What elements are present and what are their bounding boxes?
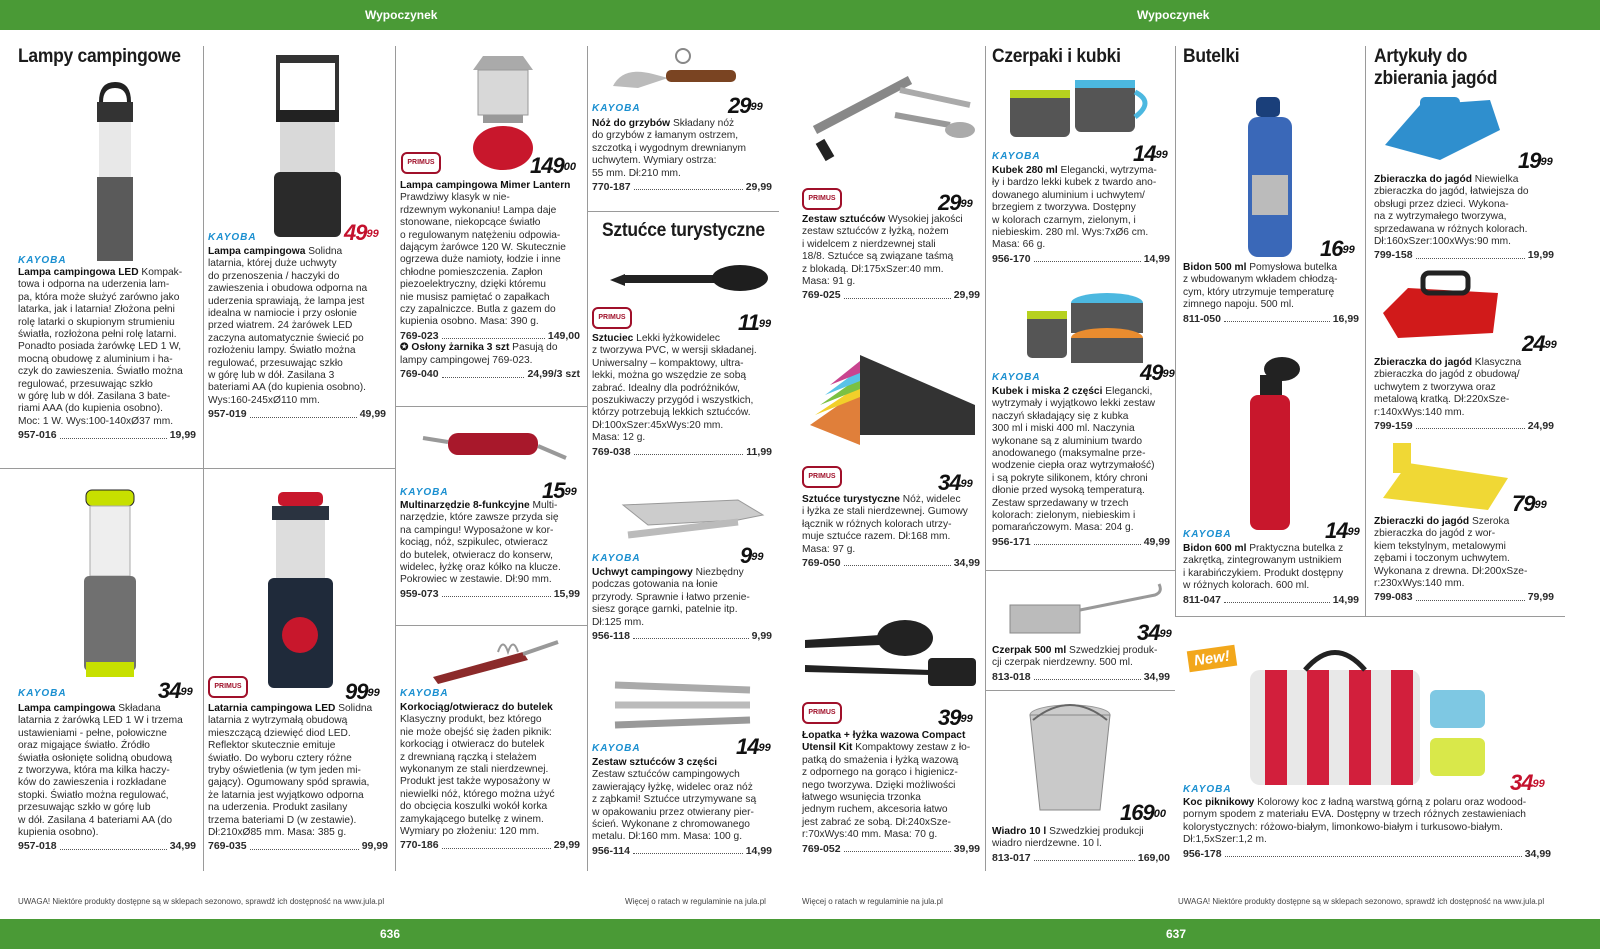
product-811-050 (1183, 262, 1359, 325)
product-code: 956-114 (592, 844, 630, 857)
product-name: Łopatka + łyżka wazowa Compact Utensil Kit (802, 730, 966, 754)
price-big: 14 (1133, 141, 1156, 166)
page-number: 636 (380, 927, 401, 941)
product-price: 15,99 (553, 587, 580, 600)
bullet-icon: ✪ (400, 342, 409, 354)
price-small: 99 (564, 486, 577, 498)
product-price: 19,99 (1527, 249, 1554, 262)
product-813-017 (992, 826, 1170, 864)
product-price: 9,99 (751, 630, 772, 643)
product-code: 770-187 (592, 181, 631, 194)
product-name: Koc piknikowy (1183, 797, 1255, 808)
product-price: 79,99 (1527, 591, 1554, 604)
product-price: 39,99 (953, 842, 980, 855)
price-small: 99 (1540, 156, 1553, 168)
product-description: Elegancki, wytrzymały i wyjątkowo lekki zestaw naczyń składający się z kubka 300 ml i miski 400 ml. Naczynia wykonane są z aluminium twardo anodowanego (maksymalne prze- wodzenie ciepła oraz wytrzymałość) i są pokryte silikonem, który chroni dłonie przed wysoką temperaturą. Zestaw sprzedawany w trzech kolorach: zielonym, niebieskim i pomarańczowym. Masa: 204 g. (992, 386, 1156, 534)
price-tag (1325, 520, 1360, 542)
product-770-186 (400, 702, 580, 852)
price-big: 34 (158, 678, 181, 703)
product-769-038 (592, 333, 772, 458)
price-big: 16 (1320, 236, 1343, 261)
product-name: Korkociąg/otwieracz do butelek (400, 702, 553, 713)
product-code: 957-018 (18, 840, 57, 853)
lantern-image (70, 482, 150, 682)
product-description: Klasyczny produkt, bez którego nie może obejść się żaden piknik: korkociąg i otwieracz do butelek z drewnianą rączką i stelażem wykonanym ze stali nierdzewnej. Produkt jest także wyposażony w niewielki nóż, którego można użyć do obcięcia koszulki wokół korka zamykającego butelkę z winem. Wymiary po złożeniu: 120 mm. (400, 714, 555, 838)
brand-logo: PRIMUS (592, 307, 632, 329)
heading-butelki: Butelki (1183, 46, 1240, 67)
product-price: 14,99 (1143, 252, 1170, 265)
brand-logo: KAYOBA (592, 743, 641, 754)
product-name: Kubek 280 ml (992, 165, 1058, 176)
section-title: Wypoczynek (1137, 8, 1210, 22)
product-description: Solidna latarnia z wytrzymałą obudową mieszczącą dziewięć diod LED. Reflektor skutecznie emituje światło. Do wyboru cztery różne tryby oświetlenia (w tym jeden mi- gający). Ogumowany spód sprawia, że latarnia jest wyjątkowo odporna na uderzenia. Produkt zasilany trzema bateriami D (w zestawie). Dł:210xØ85 mm. Masa: 385 g. (208, 703, 373, 839)
product-code: 957-016 (18, 429, 57, 442)
product-code: 956-171 (992, 535, 1031, 548)
product-description: Szeroka zbieraczka do jagód z wor- kiem tekstylnym, metalowymi zębami i toczonym uchwytem. Wykonana z drewna. Dł:200xSze- r:230xWys:140 mm. (1374, 516, 1528, 590)
right-page (800, 0, 1600, 949)
divider (203, 46, 204, 871)
product-description: Kolorowy koc z ładną warstwą górną z polaru oraz wodood- pornym spodem z materiału EVA. Dostępny w trzech różnych zestawieniach kolorystycznych: różowo-białym, limonkowo-białym i turkusowo-białym. Dł:1,5xSzer:1,2 m. (1183, 797, 1527, 846)
cutlery-image (800, 60, 980, 170)
product-769-035 (208, 703, 388, 853)
product-769-025 (802, 214, 980, 302)
product-name: Uchwyt campingowy (592, 567, 693, 578)
price-tag (1510, 772, 1545, 794)
product-description: Elegancki, wytrzyma- ły i bardzo lekki kubek z twardo ano- dowanego aluminium i uchwytem/ brzegiem z tworzywa. Dostępny w kolorach czarnym, zielonym, i niebieskim. 280 ml. Wys:7xØ6 cm. Masa: 66 g. (992, 165, 1157, 251)
footer-bar (0, 919, 800, 949)
price-tag (740, 545, 764, 567)
berry-picker-image (1378, 268, 1508, 343)
cutlery-set-image (610, 660, 770, 740)
brand-logo: KAYOBA (18, 688, 67, 699)
mug-bowl-image (1022, 283, 1147, 368)
price-tag (1133, 143, 1168, 165)
price-small: 99 (758, 318, 772, 330)
price-tag (1320, 238, 1355, 260)
price-big: 39 (938, 705, 961, 730)
product-price: 99,99 (361, 840, 388, 853)
brand-logo: KAYOBA (400, 487, 449, 498)
product-code: 769-025 (802, 289, 841, 302)
product-price: 16,99 (1332, 312, 1359, 325)
product-code: 770-186 (400, 839, 439, 852)
price-big: 149 (530, 153, 564, 178)
price-tag (344, 222, 379, 244)
price-small: 99 (1544, 339, 1557, 351)
price-big: 49 (1140, 360, 1163, 385)
product-799-083 (1374, 516, 1554, 604)
product-description: Niewielka zbieraczka do jagód, łatwiejsza do obsługi przez dzieci. Wykona- na z wytrzymałego tworzywa, sprzedawana w różnych kolorach. Dł:160xSzer:100xWys:90 mm. (1374, 174, 1529, 248)
price-small: 00 (1153, 808, 1166, 820)
product-name: Latarnia campingowa LED (208, 703, 336, 714)
product-name: Nóż do grzybów (592, 118, 671, 129)
product-770-187 (592, 118, 772, 193)
product-code: 769-023 (400, 329, 439, 342)
product-769-023 (400, 180, 580, 381)
price-big: 19 (1518, 148, 1541, 173)
corkscrew-image (428, 632, 568, 692)
price-big: 99 (345, 679, 368, 704)
product-name: Bidon 500 ml (1183, 262, 1247, 273)
brand-logo: PRIMUS (208, 676, 248, 698)
product-description: Kompaktowy zestaw z ło- patką do smażenia i łyżką wazową z odpornego na gorąco i higienicz- nego tworzywa. Dzięki możliwości łatwego wsunięcia trzonka jednym ruchem, akcesoria łatwo jest zabrać ze sobą. Dł:240xSze- r:70xWys:40 mm. Masa: 70 g. (802, 742, 971, 841)
product-code: 956-170 (992, 252, 1031, 265)
product-799-159 (1374, 357, 1554, 432)
section-title: Wypoczynek (365, 8, 438, 22)
product-956-118 (592, 567, 772, 642)
price-tag (938, 472, 973, 494)
product-description: Nóż, widelec i łyżka ze stali nierdzewnej. Gumowy łącznik w różnych kolorach utrzy- muje sztućce razem. Dł:168 mm. Masa: 97 g. (802, 494, 968, 555)
product-code: 769-050 (802, 557, 841, 570)
product-name: Czerpak 500 ml (992, 645, 1067, 656)
product-code: 813-018 (992, 670, 1031, 683)
price-small: 99 (1532, 778, 1545, 790)
price-tag (938, 192, 973, 214)
product-price: 29,99 (745, 181, 772, 194)
berry-picker-image (1378, 438, 1513, 513)
price-big: 34 (1510, 770, 1533, 795)
cutlery-colors-image (800, 335, 980, 450)
product-769-052 (802, 730, 980, 855)
pot-gripper-image (618, 490, 768, 550)
price-tag (1512, 493, 1547, 515)
price-big: 49 (344, 220, 367, 245)
price-big: 14 (1325, 518, 1348, 543)
divider (587, 211, 779, 212)
product-description: Szwedzkiej produk- cji czerpak nierdzewny. 500 ml. (992, 645, 1158, 669)
product-811-047 (1183, 543, 1359, 606)
product-code: 769-040 (400, 368, 439, 381)
product-price: 34,99 (169, 840, 196, 853)
product-959-073 (400, 500, 580, 600)
product-description: Szwedzkiej produkcji wiadro nierdzewne. 10 l. (992, 826, 1144, 850)
price-small: 99 (960, 713, 973, 725)
product-price: 34,99 (1143, 670, 1170, 683)
product-price: 19,99 (169, 429, 196, 442)
product-956-171 (992, 386, 1170, 548)
bottle-image (1240, 95, 1300, 260)
brand-logo: PRIMUS (802, 188, 842, 210)
brand-logo: KAYOBA (592, 103, 641, 114)
footnote: Więcej o ratach w regulaminie na jula.pl (802, 897, 943, 906)
footnote: UWAGA! Niektóre produkty dostępne są w sklepach sezonowo, sprawdź ich dostępność na www.jula.pl (18, 897, 385, 906)
divider (395, 406, 587, 407)
product-name: Wiadro 10 l (992, 826, 1047, 837)
price-tag (158, 680, 193, 702)
heading-jagody: Artykuły do zbierania jagód (1374, 46, 1498, 89)
product-name: Lampa campingowa LED (18, 267, 139, 278)
product-price: 49,99 (359, 408, 386, 421)
product-name: Multinarzędzie 8-funkcyjne (400, 500, 530, 511)
product-price: 34,99 (953, 557, 980, 570)
price-tag (1518, 150, 1553, 172)
product-name: Kubek i miska 2 części (992, 386, 1103, 397)
picnic-blanket-image (1245, 630, 1505, 790)
brand-logo: PRIMUS (401, 152, 441, 174)
product-description: Lekki łyżkowidelec z tworzywa PVC, w wersji składanej. Uniwersalny – kompaktowy, ultra- lekki, można go wszędzie ze sobą zabrać. Idealny dla podróżników, poszukiwaczy przygód i wszystkich, którzy potrzebują lekkich sztućców. Dł:100xSzer:45xWys:20 mm. Masa: 12 g. (592, 333, 757, 444)
product-957-018 (18, 703, 196, 853)
product-price: 49,99 (1143, 535, 1170, 548)
berry-picker-image (1380, 95, 1510, 165)
brand-logo: KAYOBA (208, 232, 257, 243)
product-description: Multi- narzędzie, które zawsze przyda się na campingu! Wyposażone w kor- kociąg, nóż, szpikulec, otwieracz do butelek, otwieracz do konserw, widelec, łyżkę oraz kółko na klucze. Pokrowiec w zestawie. Dł:90 mm. (400, 500, 561, 586)
product-code: 769-035 (208, 840, 247, 853)
product-description: Pomysłowa butelka z wbudowanym wkładem chłodzą- cym, który utrzymuje temperaturę zimnego napoju. 500 ml. (1183, 262, 1338, 311)
product-description: Wysokiej jakości zestaw sztućców z łyżką, nożem i widelcem z nierdzewnej stali 18/8. Sztućce są związane taśmą z blokadą. Dł:175xSzer:40 mm. Masa: 91 g. (802, 214, 963, 288)
heading-czerpaki: Czerpaki i kubki (992, 46, 1121, 67)
product-code: 813-017 (992, 851, 1031, 864)
price-big: 14 (736, 734, 759, 759)
product-price: 169,00 (1137, 851, 1170, 864)
product-price: 14,99 (745, 844, 772, 857)
product-name: Sztuciec (592, 333, 634, 344)
divider (1175, 46, 1176, 616)
divider (587, 46, 588, 871)
product-price: 29,99 (553, 839, 580, 852)
footnote: Więcej o ratach w regulaminie na jula.pl (625, 897, 766, 906)
price-big: 9 (740, 543, 752, 568)
product-name: Bidon 600 ml (1183, 543, 1247, 554)
utensil-kit-image (800, 610, 980, 690)
price-small: 99 (1159, 628, 1172, 640)
price-small: 99 (960, 198, 973, 210)
divider (0, 468, 395, 469)
brand-logo: KAYOBA (18, 255, 67, 266)
lantern-image (258, 490, 343, 695)
product-code: 956-178 (1183, 847, 1222, 860)
product-code: 957-019 (208, 408, 247, 421)
price-small: 99 (1347, 526, 1360, 538)
product-code: 959-073 (400, 587, 439, 600)
product-name: Zestaw sztućców (802, 214, 886, 225)
price-small: 99 (758, 742, 771, 754)
product-name: Lampa campingowa (208, 246, 306, 257)
price-tag (738, 312, 771, 334)
header-bar (800, 0, 1600, 30)
price-small: 00 (563, 161, 576, 173)
brand-logo: KAYOBA (1183, 784, 1232, 795)
price-tag (1137, 622, 1172, 644)
product-price: 24,99 (1527, 420, 1554, 433)
product-769-050 (802, 494, 980, 569)
product-description: Solidna latarnia, której duże uchwyty do przenoszenia / haczyki do zawieszenia i obudowa odporna na uderzenia sprawiają, że lampa jest idealna w namiocie i przy osłonie przed wiatrem. 24 żarówek LED zaczyna automatycznie świecić po rozłożeniu lampy. Światło można regulować, przesuwając szkło w górę lub w dół. Zasilana 3 bateriami AA (do kupienia osobno). Wys:160-245xØ110 mm. (208, 246, 368, 406)
product-957-019 (208, 246, 386, 421)
divider (395, 46, 396, 871)
product-description: Prawdziwy klasyk w nie- rdzewnym wykonaniu! Lampa daje stonowane, niekopcące światło o regulowanym natężeniu odpowia- dającym żarówce 120 W. Skutecznie ogrzewa duże namioty, łodzie i inne chłodne pomieszczenia. Zapłon piezoelektryczny, dzięki któremu nie musisz pamiętać o zapałkach czy zapalniczce. Butla z gazem do kupienia osobno. Masa: 390 g. (400, 192, 566, 328)
lantern-image (85, 80, 145, 265)
heading-sztucce: Sztućce turystyczne (602, 220, 765, 241)
divider (985, 46, 986, 871)
brand-logo: KAYOBA (592, 553, 641, 564)
product-code: 956-118 (592, 630, 630, 643)
product-956-178 (1183, 797, 1551, 860)
product-description: Kompak- towa i odporna na uderzenia lam- pa, która może służyć zarówno jako latarka, jak i latarnia! Złożona pełni rolę latarki o skupionym strumieniu światła, rozłożona pełni rolę latarni. Ponadto posiada żarówkę LED 1 W, mocną obudowę z aluminium i ha- czyk do zawieszenia. Światło można regulować, przesuwając szkło w górę lub w dół. Zasilana 3 bate- riami AAA (do kupienia osobno). Moc: 1 W. Wys:100-140xØ37 mm. (18, 267, 183, 427)
new-badge: New! (1187, 645, 1237, 672)
price-small: 99 (1162, 368, 1175, 380)
product-description: Pasują do lampy campingowej 769-023. (400, 342, 558, 366)
price-big: 29 (728, 93, 751, 118)
price-tag (345, 681, 380, 703)
price-tag (542, 480, 577, 502)
product-price: 14,99 (1332, 593, 1359, 606)
brand-logo: PRIMUS (802, 702, 842, 724)
product-name: Zbieraczki do jagód (1374, 516, 1470, 527)
divider (985, 570, 1175, 571)
product-code: 799-083 (1374, 591, 1413, 604)
price-tag (530, 155, 576, 177)
product-name: Lampa campingowa Mimer Lantern (400, 180, 571, 191)
page-number: 637 (1166, 927, 1187, 941)
product-956-170 (992, 165, 1170, 265)
product-name: Zbieraczka do jagód (1374, 174, 1472, 185)
price-big: 169 (1120, 800, 1154, 825)
price-big: 11 (738, 310, 759, 335)
brand-logo: PRIMUS (802, 466, 842, 488)
footnote: UWAGA! Niektóre produkty dostępne są w sklepach sezonowo, sprawdź ich dostępność na www.jula.pl (1178, 897, 1545, 906)
price-big: 79 (1512, 491, 1535, 516)
product-price: 24,99/3 szt (527, 368, 580, 381)
divider (1175, 616, 1565, 617)
product-description: Składana latarnia z żarówką LED 1 W i trzema ustawieniami - pełne, połowiczne oraz migające światło. Źródło światła osłonięte solidną obudową z tworzywa, która ma kilka haczy- ków do zawieszenia i rozkładane stopki. Światło można regulować, przesuwając szkło w górę lub w dół. Zasilana 4 bateriami AA (do kupienia osobno). (18, 703, 183, 839)
price-small: 99 (960, 478, 973, 490)
price-small: 99 (1534, 499, 1547, 511)
price-big: 34 (938, 470, 961, 495)
product-description: Zestaw sztućców campingowych zawierający łyżkę, widelec oraz nóż z ząbkami! Sztućce utrzymywane są w opakowaniu przez otwierany pier- ścień. Wykonane z chromowanego metalu. Dł:160 mm. Masa: 100 g. (592, 769, 757, 843)
price-small: 99 (366, 228, 379, 240)
bottle-image (1240, 355, 1310, 535)
product-813-018 (992, 645, 1170, 683)
footer-bar (800, 919, 1600, 949)
multitool-image (418, 418, 568, 473)
price-small: 99 (367, 687, 380, 699)
mushroom-knife-image (608, 46, 748, 96)
brand-logo: KAYOBA (400, 688, 449, 699)
price-small: 99 (750, 101, 763, 113)
price-tag (1140, 362, 1175, 384)
header-bar (0, 0, 800, 30)
product-code: 799-159 (1374, 420, 1413, 433)
price-tag (736, 736, 771, 758)
product-code: 811-050 (1183, 312, 1221, 325)
product-description: Składany nóż do grzybów z łamanym ostrzem, szczotką i wygodnym drewnianym uchwytem. Wymiary ostrza: 55 mm. Dł:210 mm. (592, 118, 747, 179)
price-big: 15 (542, 478, 565, 503)
product-code: 769-038 (592, 445, 631, 458)
price-big: 29 (938, 190, 961, 215)
price-tag (938, 707, 973, 729)
brand-logo: KAYOBA (992, 151, 1041, 162)
product-description: Klasyczna zbieraczka do jagód z obudową/ uchwytem z tworzywa oraz metalową kratką. Dł:220xSze- r:140xWys:140 mm. (1374, 357, 1522, 418)
product-956-114 (592, 757, 772, 857)
product-description: Praktyczna butelka z zakrętką, zintegrowanym ustnikiem i karabińczykiem. Produkt dostępny w różnych kolorach. 600 ml. (1183, 543, 1344, 592)
brand-logo: KAYOBA (1183, 529, 1232, 540)
heading-lampy: Lampy campingowe (18, 46, 181, 67)
price-big: 34 (1137, 620, 1160, 645)
product-name: Sztućce turystyczne (802, 494, 900, 505)
price-big: 24 (1522, 331, 1545, 356)
divider (1365, 46, 1366, 616)
bucket-image (1025, 700, 1115, 820)
mugs-image (1000, 72, 1160, 142)
product-name: Osłony żarnika 3 szt (411, 342, 510, 354)
price-small: 99 (180, 686, 193, 698)
price-tag (728, 95, 763, 117)
spork-image (605, 258, 775, 298)
product-code: 769-052 (802, 842, 841, 855)
product-957-016 (18, 267, 196, 442)
product-price: 34,99 (1524, 847, 1551, 860)
product-price: 149,00 (547, 329, 580, 342)
product-code: 799-158 (1374, 249, 1413, 262)
product-799-158 (1374, 174, 1554, 262)
product-price: 29,99 (953, 289, 980, 302)
product-description: Niezbędny podczas gotowania na łonie przyrody. Sprawnie i łatwo przenie- siesz gorące garnki, patelnie itp. Dł:125 mm. (592, 567, 750, 628)
price-small: 99 (1155, 149, 1168, 161)
price-small: 99 (751, 551, 764, 563)
product-name: Lampa campingowa (18, 703, 116, 714)
price-tag (1522, 333, 1557, 355)
price-small: 99 (1342, 244, 1355, 256)
price-tag (1120, 802, 1166, 824)
divider (985, 690, 1175, 691)
product-name: Zestaw sztućców 3 części (592, 757, 718, 768)
lantern-image (270, 55, 345, 240)
divider (395, 625, 587, 626)
product-price: 11,99 (746, 445, 772, 458)
brand-logo: KAYOBA (992, 372, 1041, 383)
product-name: Zbieraczka do jagód (1374, 357, 1472, 368)
product-code: 811-047 (1183, 593, 1221, 606)
